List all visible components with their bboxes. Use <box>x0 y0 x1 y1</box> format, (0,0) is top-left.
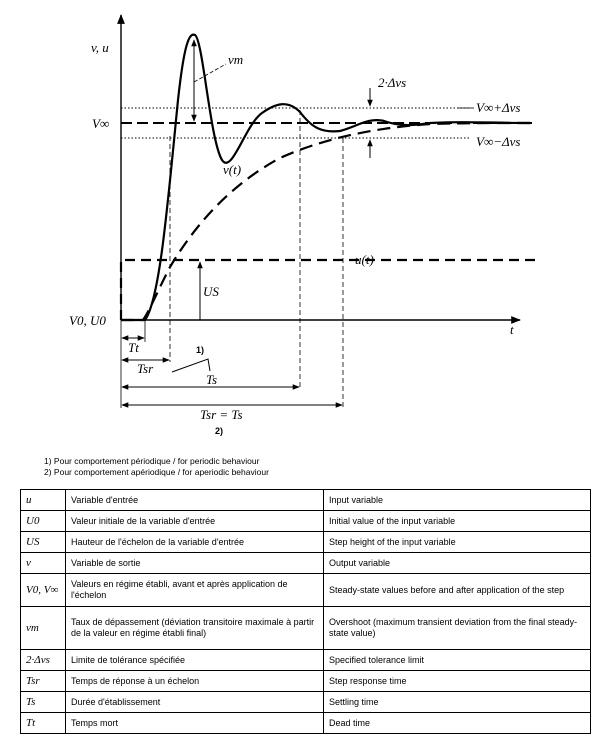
symbol-legend-table <box>20 489 591 734</box>
tsr-equals-ts-label: Tsr = Ts <box>200 407 243 422</box>
input-curve-label: u(t) <box>355 252 374 267</box>
upper-band-label: V∞+Δvs <box>476 100 521 115</box>
english-cell: Settling time <box>324 692 591 713</box>
table-row <box>21 671 591 692</box>
english-cell: Step response time <box>324 671 591 692</box>
aperiodic-response-curve <box>121 123 530 320</box>
footnote-2: 2) Pour comportement apériodique / for aperiodic behaviour <box>44 467 269 477</box>
footnote-mark-2: 2) <box>215 426 224 436</box>
tsr-ts-bracket <box>172 359 210 372</box>
table-row <box>21 532 591 553</box>
french-cell: Variable d'entrée <box>66 490 324 511</box>
french-cell: Valeurs en régime établi, avant et après application de l'échelon <box>66 574 324 607</box>
symbol-cell: V0, V∞ <box>21 574 66 607</box>
french-cell: Taux de dépassement (déviation transitoire maximale à partir de la valeur en régime établi final) <box>66 607 324 650</box>
english-cell: Specified tolerance limit <box>324 650 591 671</box>
symbol-cell: Ts <box>21 692 66 713</box>
symbol-cell: Tsr <box>21 671 66 692</box>
x-axis-label: t <box>510 322 514 337</box>
table-row <box>21 650 591 671</box>
final-value-label: V∞ <box>92 116 110 131</box>
table-row <box>21 713 591 734</box>
symbol-cell: u <box>21 490 66 511</box>
symbol-cell: U0 <box>21 511 66 532</box>
french-cell: Durée d'établissement <box>66 692 324 713</box>
table-row <box>21 490 591 511</box>
english-cell: Dead time <box>324 713 591 734</box>
dead-time-label: Tt <box>128 340 139 355</box>
english-cell: Initial value of the input variable <box>324 511 591 532</box>
french-cell: Variable de sortie <box>66 553 324 574</box>
step-height-label: US <box>203 284 219 299</box>
table-row <box>21 553 591 574</box>
overshoot-label: vm <box>228 52 244 67</box>
origin-label: V0, U0 <box>69 313 106 328</box>
french-cell: Temps de réponse à un échelon <box>66 671 324 692</box>
table-row <box>21 574 591 607</box>
symbol-cell: v <box>21 553 66 574</box>
settling-time-label: Ts <box>206 372 218 387</box>
periodic-response-curve <box>121 35 530 320</box>
symbol-cell: 2·Δvs <box>21 650 66 671</box>
table-row <box>21 511 591 532</box>
output-curve-label: v(t) <box>223 162 242 177</box>
footnotes <box>44 456 269 478</box>
french-cell: Limite de tolérance spécifiée <box>66 650 324 671</box>
input-step-curve <box>121 260 540 320</box>
symbol-cell: Tt <box>21 713 66 734</box>
table-row <box>21 692 591 713</box>
english-cell: Overshoot (maximum transient deviation from the final steady-state value) <box>324 607 591 650</box>
lower-band-label: V∞−Δvs <box>476 134 521 149</box>
french-cell: Hauteur de l'échelon de la variable d'entrée <box>66 532 324 553</box>
step-response-time-label: Tsr <box>137 361 154 376</box>
footnote-mark-1: 1) <box>196 345 205 355</box>
symbol-cell: US <box>21 532 66 553</box>
english-cell: Output variable <box>324 553 591 574</box>
symbol-cell: vm <box>21 607 66 650</box>
english-cell: Input variable <box>324 490 591 511</box>
english-cell: Step height of the input variable <box>324 532 591 553</box>
french-cell: Temps mort <box>66 713 324 734</box>
y-axis-label: v, u <box>91 40 109 55</box>
english-cell: Steady-state values before and after application of the step <box>324 574 591 607</box>
table-row <box>21 607 591 650</box>
vm-leader <box>194 64 226 82</box>
tolerance-label: 2·Δvs <box>378 75 407 90</box>
footnote-1: 1) Pour comportement périodique / for periodic behaviour <box>44 456 260 466</box>
french-cell: Valeur initiale de la variable d'entrée <box>66 511 324 532</box>
